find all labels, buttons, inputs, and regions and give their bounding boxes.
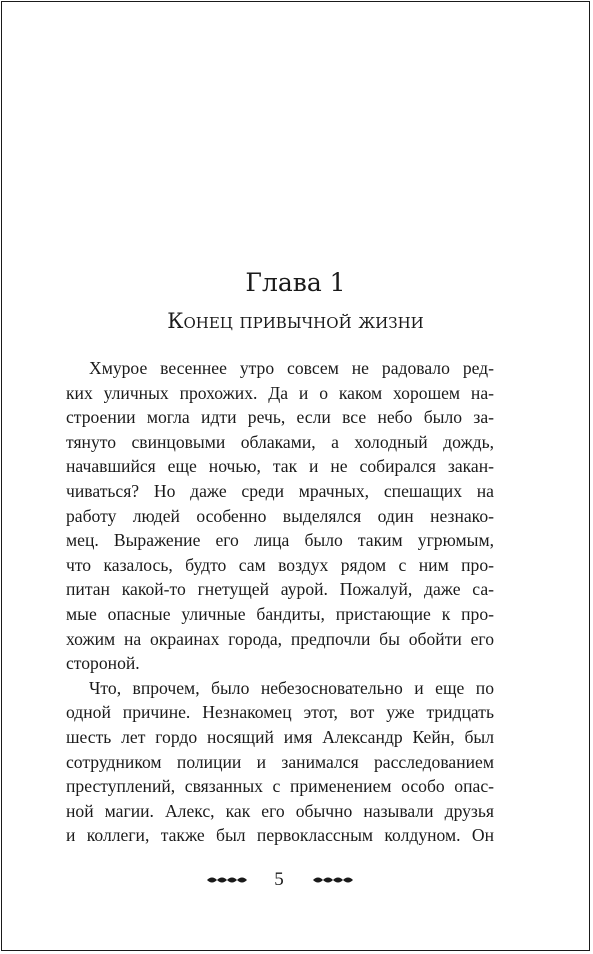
page-number: 5	[274, 869, 284, 890]
ornament-left-icon	[207, 874, 247, 886]
text-line: Хмурое весеннее утро совсем не радовало ред-	[89, 358, 494, 378]
text-line: ких уличных прохожих. Да и о каком хорошем на-	[66, 382, 494, 403]
text-line: начавшийся еще ночью, так и не собирался закан-	[66, 456, 494, 477]
text-line: работу людей особенно выделялся один незнако-	[66, 505, 494, 526]
chapter-title: Конец привычной жизни	[167, 309, 424, 333]
text-line: одной причине. Незнакомец этот, вот уже тридцать	[66, 702, 494, 723]
text-line: ной магии. Алекс, как его обычно называли друзья	[66, 800, 494, 821]
chapter-number: Глава 1	[245, 268, 346, 297]
text-line: и коллеги, также был первоклассным колдуном. Он	[66, 825, 494, 846]
body-text	[66, 356, 494, 848]
text-line: хожим на окраинах города, предпочли бы обойти его	[66, 628, 494, 649]
page-footer	[2, 868, 589, 892]
text-line: стороной.	[66, 653, 140, 674]
text-line: мец. Выражение его лица было таким угрюмым,	[66, 530, 494, 551]
text-line: питан какой-то гнетущей аурой. Пожалуй, даже са-	[66, 579, 494, 600]
paragraph	[66, 356, 494, 676]
text-line: тянуто свинцовыми облаками, а холодный дождь,	[66, 431, 494, 452]
ornament-right-icon	[313, 874, 353, 886]
text-line: строении могла идти речь, если все небо было за-	[66, 407, 494, 428]
paragraph	[66, 676, 494, 848]
text-line: преступлений, связанных с применением особо опас-	[66, 776, 494, 797]
text-line: чиваться? Но даже среди мрачных, спешащих на	[66, 480, 494, 501]
text-line: шесть лет гордо носящий имя Александр Кейн, был	[66, 726, 494, 747]
text-line: что казалось, будто сам воздух рядом с ним про-	[66, 554, 494, 575]
text-line: мые опасные уличные бандиты, пристающие к про-	[66, 603, 494, 624]
text-line: сотрудником полиции и занимался расследованием	[66, 751, 494, 772]
text-line: Что, впрочем, было небезосновательно и еще по	[89, 677, 494, 698]
book-page	[1, 1, 590, 951]
